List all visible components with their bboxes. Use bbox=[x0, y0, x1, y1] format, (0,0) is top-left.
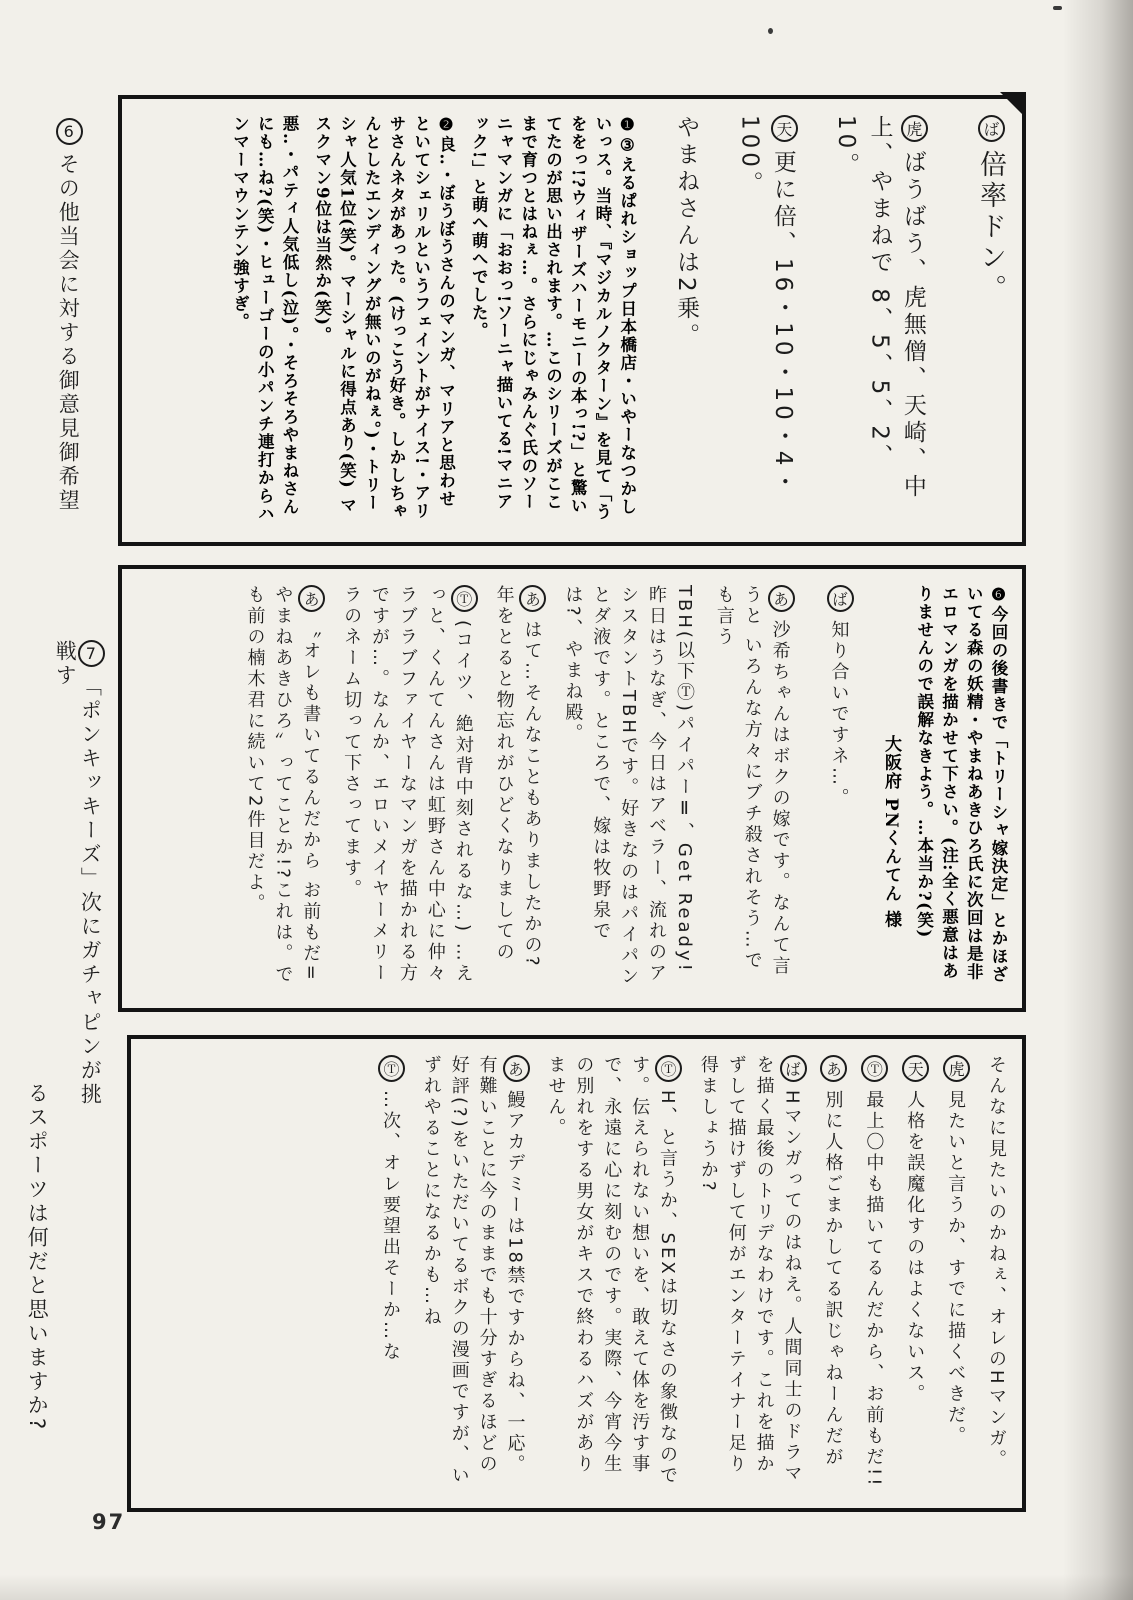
speaker-badge: Ⓣ bbox=[861, 1055, 888, 1082]
comment-text: はて…そんなこともありましたかの? 年をとると物忘れがひどくなりましての bbox=[493, 585, 543, 969]
comment-text: 更に倍、16・10・10・4・100。 bbox=[736, 115, 796, 497]
comment-item bbox=[825, 585, 854, 992]
speaker-badge: あ bbox=[298, 585, 325, 612]
comment-text: H、と言うか、SEXは切なさの象徴なのです。伝えられない想いを、敢えて体を汚す事で、永遠に心に刻むのです。実際、今宵今生の別れをする男女がキスで終わるハズがありません。 bbox=[545, 1055, 678, 1487]
comment-text: 見たいと言うか、すでに描くべきだ。 bbox=[945, 1090, 967, 1447]
speaker-badge: 虎 bbox=[901, 115, 928, 142]
speaker-badge: 天 bbox=[902, 1055, 929, 1082]
comment-item bbox=[710, 585, 795, 992]
item-number-prefix: ❻ bbox=[989, 585, 1008, 606]
speaker-badge: ば bbox=[978, 115, 1005, 142]
comment-text: 今回の後書きで「トリーシャ嫁決定」とかほざいてる森の妖精・やまねあきひろ氏に次回は是非エロマンガを描かせて下さい。(注:全く悪意はありませんので誤解なきよう。…本当か?(笑) bbox=[914, 585, 1008, 984]
comment-item bbox=[694, 1055, 807, 1492]
comment-item bbox=[417, 1055, 530, 1492]
sender-signature bbox=[878, 585, 904, 992]
comment-text: 良‥・ぼうぼうさんのマンガ、マリアと思わせといてシェリルというフェイントがナイス!・アリサさんネタがあった。(けっこう好き。しかしちゃんとしたエンディングが無いのがねぇ。)・トリーシャ人気1位(笑)。マーシャルに得点あり(笑) マスクマン9位は当然か(笑)。 bbox=[312, 115, 456, 521]
page-number: 97 bbox=[92, 1510, 126, 1534]
margin-note-6 bbox=[55, 118, 83, 638]
speaker-badge: あ bbox=[768, 585, 795, 612]
comment-text: えるぱれショップ日本橋店・いやーなつかしいっス。当時、『マジカルノクターン』を見て「うををっ!?ウィザーズハーモニーの本っ!?」と驚いてたのが思い出されます。…このシリーズがここまで育つとはねぇ…。さらにじゃみんぐ氏のソーニャマンガに「おおっ!ソーニャ描いてる!マニアック!」と萌へ萌へでした。 bbox=[469, 115, 637, 521]
comment-text: (コイツ、絶対背中刻されるな…) …えっと、くんてんさんは虹野さん中心に仲々ラブラブファイヤーなマンガを描かれる方ですが…。なんか、エロいメイヤーメリーラのネーム切って下さってます。 bbox=[341, 585, 474, 985]
speaker-badge: Ⓣ bbox=[378, 1055, 405, 1082]
comment-text: 鰻アカデミーは18禁ですからね、一応。有難いことに今のままでも十分すぎるほどの好評(?)をいただいてるボクの漫画ですが、いずれやることになるかも…ね bbox=[420, 1055, 526, 1487]
comment-item bbox=[241, 585, 326, 992]
box2-vertical-text bbox=[122, 569, 1022, 1008]
comment-item bbox=[542, 1055, 682, 1492]
comment-item bbox=[900, 1055, 929, 1492]
comment-item bbox=[558, 585, 697, 992]
comment-item bbox=[859, 1055, 888, 1492]
comment-text: 悪‥・パティ人気低し(泣)。・そろそろやまねさんにも…ね?(笑)・ヒューゴーの小パンチ連打からハンマーマウンテン強すぎ。 bbox=[230, 115, 300, 523]
speaker-badge: 天 bbox=[771, 115, 798, 142]
comment-item bbox=[971, 115, 1010, 526]
speaker-badge: あ bbox=[503, 1055, 530, 1082]
comment-text: 人格を誤魔化すのはよくないス。 bbox=[904, 1090, 926, 1405]
comment-item bbox=[829, 115, 929, 526]
comment-item bbox=[669, 115, 702, 526]
note7-number-badge: 7 bbox=[78, 640, 105, 667]
comment-text: 大阪府 PNくんてん 様 bbox=[881, 735, 901, 930]
speaker-badge: あ bbox=[820, 1055, 847, 1082]
scan-speck bbox=[768, 28, 773, 34]
comment-item bbox=[466, 115, 639, 526]
comment-text: 沙希ちゃんはボクの嫁です。なんて言うと いろんな方々にブチ殺されそう…でも言う bbox=[713, 585, 791, 977]
box3-vertical-text bbox=[131, 1039, 1022, 1508]
note6-text: その他当会に対する御意見御希望 bbox=[56, 153, 81, 513]
speaker-badge: Ⓣ bbox=[451, 585, 478, 612]
comment-item bbox=[490, 585, 547, 992]
comment-text: 最上〇中も描いてるんだから、お前もだ!! bbox=[863, 1090, 885, 1489]
scan-speck bbox=[1053, 6, 1062, 10]
comment-item bbox=[376, 1055, 405, 1492]
comment-text: そんなに見たいのかねぇ、オレのHマンガ。 bbox=[986, 1055, 1007, 1471]
comment-box-top bbox=[118, 95, 1026, 546]
comment-text: Hマンガってのはねえ。人間同士のドラマを描く最後のトリデなわけです。これを描かずして描けずして何がエンターテイナー足り得ましょうか? bbox=[697, 1055, 803, 1485]
speaker-badge: あ bbox=[519, 585, 546, 612]
comment-item bbox=[941, 1055, 970, 1492]
comment-text: ばうばう、虎無僧、天崎、中上、やまねで 8、5、5、2、10。 bbox=[833, 115, 926, 501]
margin-note-7-line2 bbox=[24, 1082, 49, 1562]
margin-note-7-line1 bbox=[52, 640, 105, 1120]
comment-text: 倍率ドン。 bbox=[975, 150, 1006, 305]
speaker-badge: 虎 bbox=[943, 1055, 970, 1082]
note7-text-line2: るスポーツは何だと思いますか? bbox=[25, 1082, 50, 1433]
comment-item bbox=[309, 115, 458, 526]
comment-text: 知り合いですネ…。 bbox=[828, 620, 850, 809]
comment-item bbox=[732, 115, 799, 526]
comment-item bbox=[911, 585, 1010, 992]
comment-text: 別に人格ごまかしてる訳じゃねーんだが bbox=[822, 1090, 844, 1468]
comment-item bbox=[819, 1055, 848, 1492]
item-number-prefix: ❶③ bbox=[617, 115, 637, 156]
comment-text: 〝オレも書いてるんだから お前もだ=やまねあきひろ〟ってことか!?これは。でも前の楠木君に続いて2件目だよ。 bbox=[244, 585, 322, 986]
comment-box-bottom bbox=[127, 1035, 1026, 1512]
speaker-badge: ば bbox=[780, 1055, 807, 1082]
note6-number-badge: 6 bbox=[56, 118, 83, 145]
speaker-badge: Ⓣ bbox=[655, 1055, 682, 1082]
comment-box-middle bbox=[118, 565, 1026, 1012]
speaker-badge: ば bbox=[827, 585, 854, 612]
comment-text: TBH(以下Ⓣ)パイパーⅡ、Get Ready! 昨日はうなぎ、今日はアベラー、流れのアシスタントTBHです。好きなのはパイパンとダ液です。ところで、嫁は牧野泉では?、やまね殿。 bbox=[562, 585, 695, 988]
comment-text: …次、オレ要望出そーか…な bbox=[379, 1090, 401, 1363]
item-number-prefix: ❷ bbox=[436, 115, 456, 136]
note7-text-line1: 「ポンキッキーズ」次にガチャピンが挑戦す bbox=[53, 640, 103, 1107]
comment-text: やまねさんは2乗。 bbox=[673, 115, 700, 350]
comment-item bbox=[227, 115, 301, 526]
box1-vertical-text bbox=[122, 99, 1022, 542]
comment-item bbox=[337, 585, 477, 992]
comment-item bbox=[982, 1055, 1010, 1492]
